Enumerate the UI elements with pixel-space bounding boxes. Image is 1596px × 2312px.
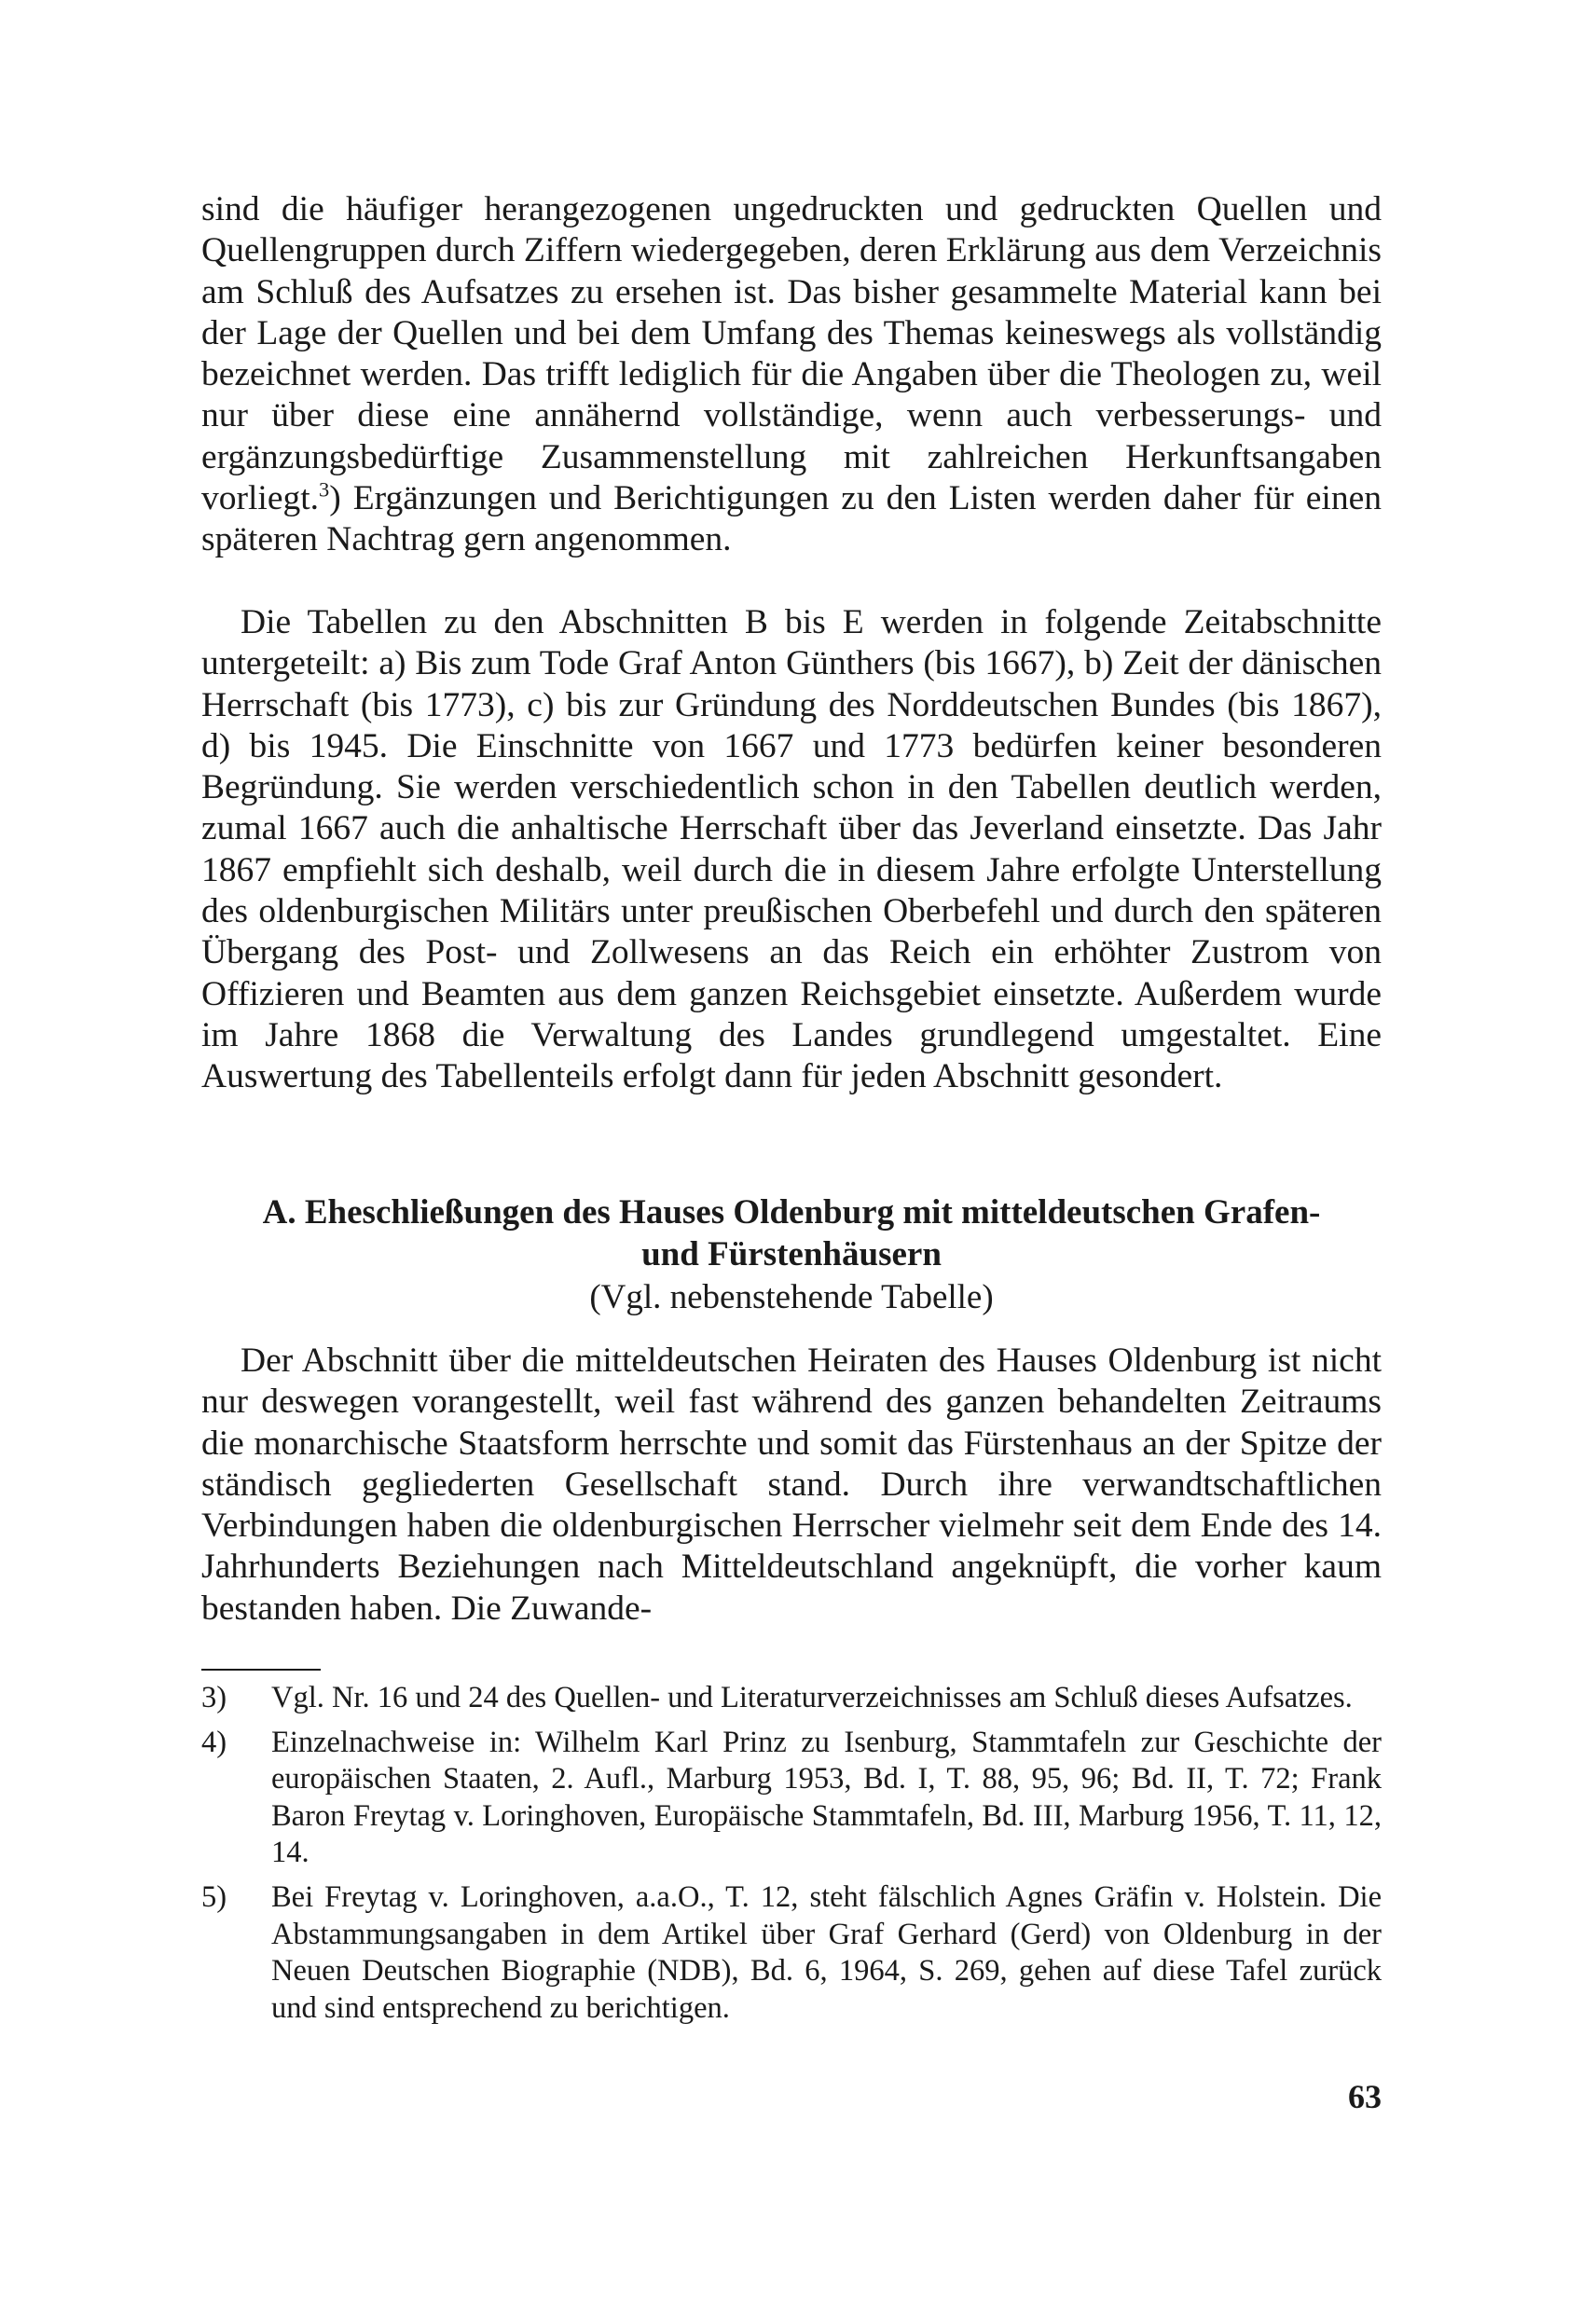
paragraph-2-text: Die Tabellen zu den Abschnitten B bis E werden in folgende Zeitabschnitte untergeteilt: a) Bis zum Tode Graf Anton Günthers (bis 1667), b) Zeit der dänischen Herrschaft (bis 1773), c) bis zur Gründung des Norddeutschen Bundes (bis 1867), d) bis 1945. Die Einschnitte von 1667 und 1773 bedürfen keiner besonderen Begründung. Sie werden verschiedentlich schon in den Tabellen deutlich werden, zumal 1667 auch die anhaltische Herrschaft über das Jeverland einsetzte. Das Jahr 1867 empfiehlt sich deshalb, weil durch die in diesem Jahre erfolgte Unterstellung des oldenburgischen Militärs unter preußischen Oberbefehl und durch den späteren Übergang des Post- und Zollwesens an das Reich ein erhöhter Zustrom von Offizieren und Beamten aus dem ganzen Reichsgebiet einsetzte. Außerdem wurde im Jahre 1868 die Verwaltung des Landes grundlegend umgestaltet. Eine Auswertung des Tabellenteils erfolgt dann für jeden Abschnitt gesondert. [201, 603, 1382, 1096]
section-heading-line-1: A. Eheschließungen des Hauses Oldenburg mit mitteldeutschen Grafen- [262, 1193, 1321, 1232]
section-subheading: (Vgl. nebenstehende Tabelle) [589, 1278, 994, 1316]
paragraph-1-text: sind die häufiger herangezogenen ungedruckten und gedruckten Quellen und Quellengruppen durch Ziffern wiedergegeben, deren Erklärung aus dem Verzeichnis am Schluß des Aufsatzes zu ersehen ist. Das bisher gesammelte Material kann bei der Lage der Quellen und bei dem Umfang des Themas keineswegs als vollständig bezeichnet werden. Das trifft lediglich für die Angaben über die Theologen zu, weil nur über diese eine annähernd vollständige, wenn auch verbesserungs- und ergänzungsbedürftige Zusammenstellung mit zahlreichen Herkunftsangaben vorliegt. [201, 190, 1382, 518]
section-heading [201, 1191, 1382, 1275]
body-paragraph-2 [201, 602, 1382, 1098]
footnote-number: 3) [201, 1681, 227, 1714]
footnotes [201, 1680, 1382, 2034]
footnote-reference: 3 [319, 477, 330, 502]
footnote-3 [201, 1680, 1382, 1717]
body-paragraph-1 [201, 189, 1382, 561]
footnote-text: Bei Freytag v. Loringhoven, a.a.O., T. 12, steht fälschlich Agnes Gräfin v. Holstein. Die Abstammungsangaben in dem Artikel über Graf Gerhard (Gerd) von Oldenburg in der Neuen Deutschen Biographie (NDB), Bd. 6, 1964, S. 269, gehen auf diese Tafel zurück und sind entsprechend zu berichtigen. [271, 1879, 1382, 2025]
footnote-divider [201, 1669, 321, 1671]
footnote-number: 4) [201, 1725, 227, 1759]
body-paragraph-3 [201, 1341, 1382, 1630]
footnote-number: 5) [201, 1879, 227, 1914]
footnote-4 [201, 1725, 1382, 1872]
page-number: 63 [1348, 2078, 1382, 2115]
footnote-text: Einzelnachweise in: Wilhelm Karl Prinz zu Isenburg, Stammtafeln zur Geschichte der europäischen Staaten, 2. Aufl., Marburg 1953, Bd. I, T. 88, 95, 96; Bd. II, T. 72; Frank Baron Freytag v. Loringhoven, Europäische Stammtafeln, Bd. III, Marburg 1956, T. 11, 12, 14. [271, 1725, 1382, 1870]
paragraph-3-text: Der Abschnitt über die mitteldeutschen Heiraten des Hauses Oldenburg ist nicht nur deswegen vorangestellt, weil fast während des ganzen behandelten Zeitraums die monarchische Staatsform herrschte und somit das Fürstenhaus an der Spitze der ständisch gegliederten Gesellschaft stand. Durch ihre verwandtschaftlichen Verbindungen haben die oldenburgischen Herrscher vielmehr seit dem Ende des 14. Jahrhunderts Beziehungen nach Mitteldeutschland angeknüpft, die vorher kaum bestanden haben. Die Zuwande- [201, 1342, 1382, 1628]
paragraph-1-continuation: ) Ergänzungen und Berichtigungen zu den Listen werden daher für einen späteren Nachtrag gern angenommen. [201, 479, 1382, 559]
footnote-text: Vgl. Nr. 16 und 24 des Quellen- und Literaturverzeichnisses am Schluß dieses Aufsatzes. [271, 1681, 1353, 1714]
footnote-5 [201, 1879, 1382, 2027]
paragraph-text [201, 189, 1382, 561]
section-heading-line-2: und Fürstenhäusern [641, 1235, 942, 1273]
